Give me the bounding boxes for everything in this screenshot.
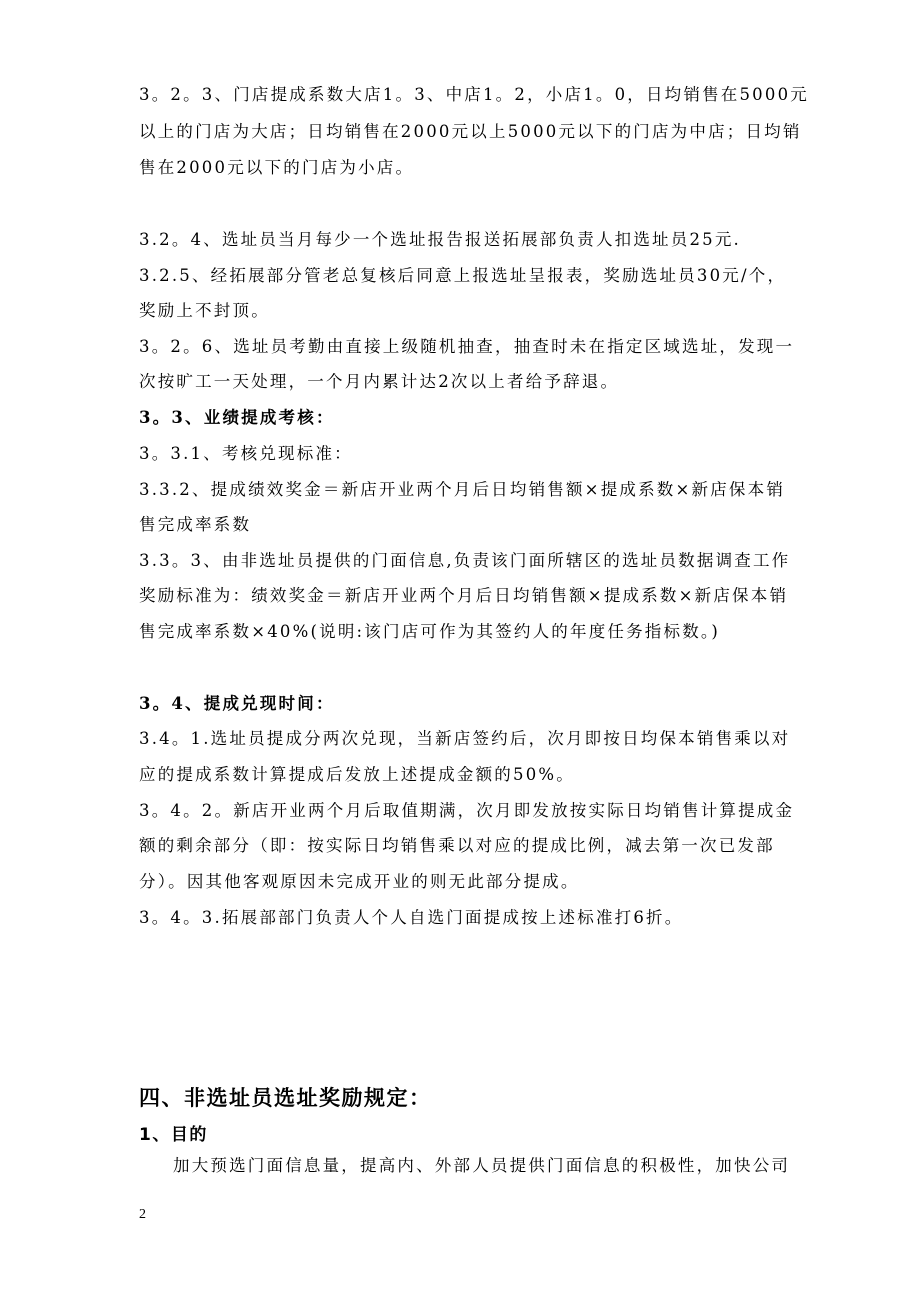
text-line: 奖励上不封顶。 <box>139 301 270 320</box>
sub-heading: 1、目的 <box>139 1125 208 1145</box>
text-line: 奖励标准为：绩效奖金＝新店开业两个月后日均销售额×提成系数×新店保本销 <box>139 586 789 605</box>
text-line: 应的提成系数计算提成后发放上述提成金额的50%。 <box>139 765 575 784</box>
text-line: 分）。因其他客观原因未完成开业的则无此部分提成。 <box>139 872 580 891</box>
text-line: 3。4。3.拓展部部门负责人个人自选门面提成按上述标准打6折。 <box>139 908 684 927</box>
text-line: 3.3.2、提成绩效奖金＝新店开业两个月后日均销售额×提成系数×新店保本销 <box>139 480 786 499</box>
text-line: 3.2。4、选址员当月每少一个选址报告报送拓展部负责人扣选址员25元. <box>139 230 741 249</box>
section-heading: 3。3、业绩提成考核： <box>139 408 335 427</box>
text-line: 3.4。1.选址员提成分两次兑现，当新店签约后，次月即按日均保本销售乘以对 <box>139 729 791 748</box>
text-line: 次按旷工一天处理，一个月内累计达2次以上者给予辞退。 <box>139 372 620 391</box>
page-number: 2 <box>139 1207 146 1222</box>
text-line: 加大预选门面信息量，提高内、外部人员提供门面信息的积极性，加快公司 <box>173 1156 791 1175</box>
chapter-heading: 四、非选址员选址奖励规定： <box>139 1086 432 1110</box>
text-line: 3。2。3、门店提成系数大店1。3、中店1。2，小店1。0，日均销售在5000元 <box>139 85 809 104</box>
text-line: 以上的门店为大店；日均销售在2000元以上5000元以下的门店为中店；日均销 <box>139 122 802 141</box>
text-line: 3.2.5、经拓展部分管老总复核后同意上报选址呈报表，奖励选址员30元/个， <box>139 266 787 285</box>
text-line: 额的剩余部分（即：按实际日均销售乘以对应的提成比例，减去第一次已发部 <box>139 836 775 855</box>
text-line: 3.3。3、由非选址员提供的门面信息,负责该门面所辖区的选址员数据调查工作 <box>139 551 791 570</box>
text-line: 3。3.1、考核兑现标准： <box>139 444 353 463</box>
text-line: 售完成率系数×40%(说明:该门店可作为其签约人的年度任务指标数。) <box>139 622 720 641</box>
text-line: 3。4。2。新店开业两个月后取值期满，次月即发放按实际日均销售计算提成金 <box>139 801 795 820</box>
text-line: 3。2。6、选址员考勤由直接上级随机抽查，抽查时未在指定区域选址，发现一 <box>139 337 795 356</box>
text-line: 售在2000元以下的门店为小店。 <box>139 158 415 177</box>
section-heading: 3。4、提成兑现时间： <box>139 694 335 713</box>
text-line: 售完成率系数 <box>139 515 252 534</box>
